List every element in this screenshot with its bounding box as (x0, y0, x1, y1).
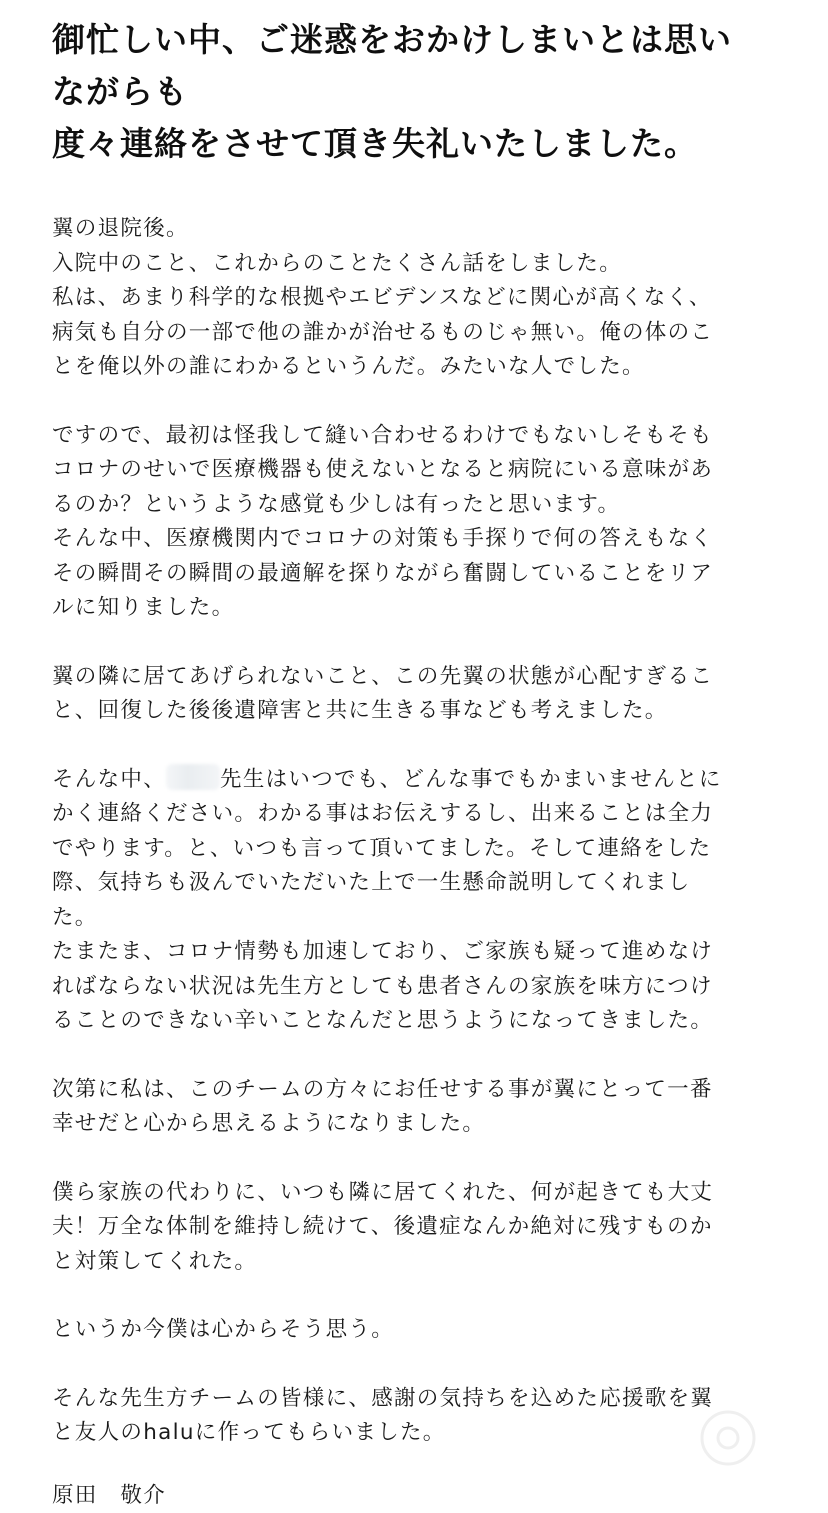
paragraph-song (52, 1382, 780, 1451)
letter-body (52, 212, 780, 1513)
text-line: ることのできない辛いことなんだと思うようになってきました。 (52, 1004, 780, 1039)
text-line: 私は、あまり科学的な根拠やエビデンスなどに関心が高くなく、 (52, 281, 780, 316)
text-line: コロナのせいで医療機器も使えないとなると病院にいる意味があ (52, 453, 780, 488)
paragraph-doctor-support (52, 763, 780, 1039)
paragraph-gratitude (52, 1176, 780, 1280)
text-line: 翼の隣に居てあげられないこと、この先翼の状態が心配すぎるこ (52, 660, 780, 695)
text-line: たまたま、コロナ情勢も加速しており、ご家族も疑って進めなけ (52, 935, 780, 970)
text-line: とを俺以外の誰にわかるというんだ。みたいな人でした。 (52, 350, 780, 385)
text-fragment: 先生はいつでも、どんな事でもかまいませんとに (220, 767, 722, 792)
text-line: 際、気持ちも汲んでいただいた上で一生懸命説明してくれまし (52, 866, 780, 901)
paragraph-trust-team (52, 1073, 780, 1142)
text-line: 僕ら家族の代わりに、いつも隣に居てくれた、何が起きても大丈 (52, 1176, 780, 1211)
text-line: 幸せだと心から思えるようになりました。 (52, 1107, 780, 1142)
text-line-with-redaction (52, 763, 780, 798)
watermark-icon (698, 1408, 758, 1468)
text-line: るのか？というような感覚も少しは有ったと思います。 (52, 488, 780, 523)
text-line: そんな先生方チームの皆様に、感謝の気持ちを込めた応援歌を翼 (52, 1382, 780, 1417)
text-line: と対策してくれた。 (52, 1245, 780, 1280)
text-line: 病気も自分の一部で他の誰かが治せるものじゃ無い。俺の体のこ (52, 316, 780, 351)
text-line: その瞬間その瞬間の最適解を探りながら奮闘していることをリア (52, 557, 780, 592)
text-line: ですので、最初は怪我して縫い合わせるわけでもないしそもそも (52, 419, 780, 454)
text-line: かく連絡ください。わかる事はお伝えするし、出来ることは全力 (52, 797, 780, 832)
text-fragment: そんな中、 (52, 767, 166, 792)
signature: 原田 敬介 (52, 1479, 780, 1513)
text-line: でやります。と、いつも言って頂いてました。そして連絡をした (52, 832, 780, 867)
paragraph-feeling (52, 1313, 780, 1348)
letter-heading (52, 14, 780, 170)
text-line: ルに知りました。 (52, 591, 780, 626)
redacted-name (166, 764, 220, 790)
text-line: ればならない状況は先生方としても患者さんの家族を味方につけ (52, 970, 780, 1005)
text-line: と友人のhaluに作ってもらいました。 (52, 1416, 780, 1451)
paragraph-discharge (52, 212, 780, 385)
text-line: と、回復した後後遺障害と共に生きる事なども考えました。 (52, 694, 780, 729)
text-line: 入院中のこと、これからのことたくさん話をしました。 (52, 247, 780, 282)
text-line: そんな中、医療機関内でコロナの対策も手探りで何の答えもなく (52, 522, 780, 557)
text-line: た。 (52, 901, 780, 936)
text-line: 次第に私は、このチームの方々にお任せする事が翼にとって一番 (52, 1073, 780, 1108)
text-line: 夫！万全な体制を維持し続けて、後遺症なんか絶対に残すものか (52, 1210, 780, 1245)
text-line: 翼の退院後。 (52, 212, 780, 247)
text-line: というか今僕は心からそう思う。 (52, 1313, 780, 1348)
heading-line-2: ながらも (52, 66, 780, 118)
paragraph-hospital-reality (52, 419, 780, 626)
heading-line-1: 御忙しい中、ご迷惑をおかけしまいとは思い (52, 14, 780, 66)
paragraph-worries (52, 660, 780, 729)
heading-line-3: 度々連絡をさせて頂き失礼いたしました。 (52, 118, 780, 170)
